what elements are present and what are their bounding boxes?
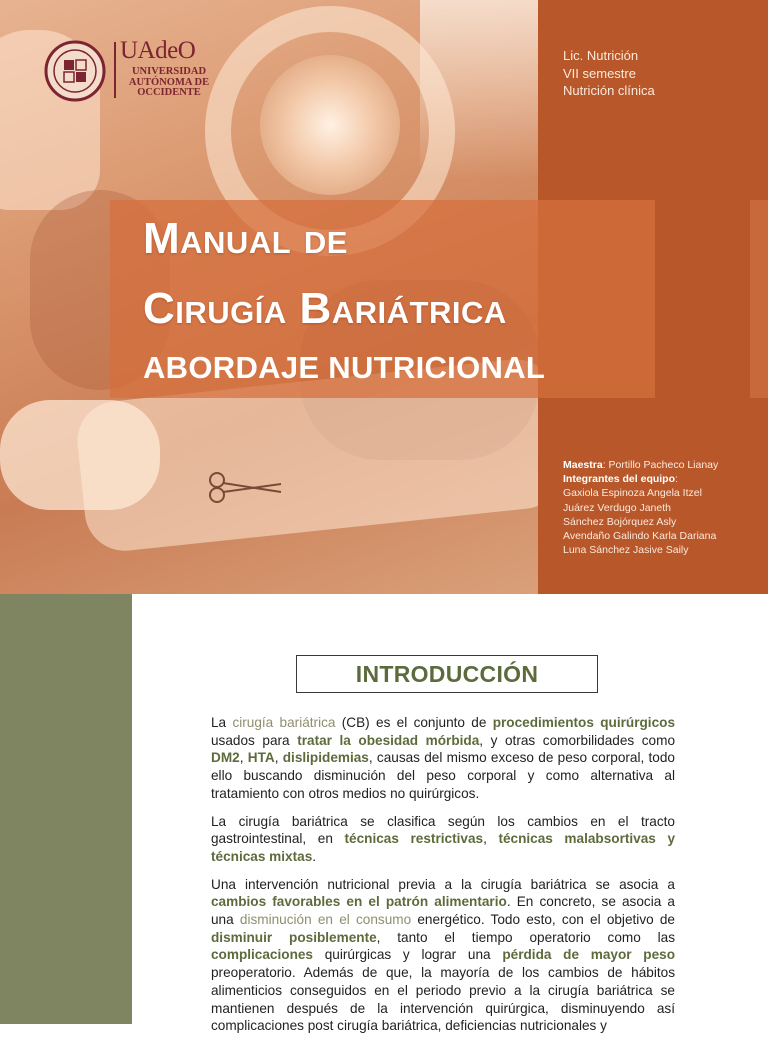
text: ,: [239, 750, 248, 766]
text: , causas del mismo exceso de peso corporal, todo ello buscando disminución del peso corporal y como alternativa al tratamiento con otros medios no quirúrgicos.: [211, 750, 675, 801]
document-title-line-1: [143, 214, 348, 264]
team-member: Gaxiola Espinoza Angela Itzel: [563, 487, 702, 500]
text: . En concreto, se asocia a una: [211, 894, 675, 928]
keyword: técnicas malabsortivas y técnicas mixtas: [211, 831, 676, 864]
university-seal-icon: [44, 40, 106, 102]
text: La: [211, 715, 233, 730]
paragraph: [211, 876, 675, 1035]
title-text: Manual de: [143, 214, 348, 263]
keyword: tratar la obesidad mórbida: [297, 732, 480, 748]
section-heading-box: [296, 655, 598, 693]
section-heading: INTRODUCCIÓN: [355, 660, 539, 687]
logo-line: OCCIDENTE: [137, 87, 201, 98]
team-row: [563, 472, 763, 486]
text: usados para: [211, 732, 298, 748]
subject-label: Nutrición clínica: [563, 83, 655, 98]
keyword: DM2: [211, 750, 240, 766]
program-info: [563, 47, 655, 100]
text: ,: [483, 831, 499, 847]
team-member: Avendaño Galindo Karla Dariana: [563, 530, 717, 543]
intro-content: [211, 714, 675, 1045]
teacher-name: : Portillo Pacheco Lianay: [602, 459, 719, 471]
semester-label: VII semestre: [563, 65, 636, 81]
text: preoperatorio. Además de que, la mayoría de los cambios de hábitos alimenticios conseguidos en el periodo previo a la cirugía bariátrica se mantienen después de la intervención quirúrgica, disminuyendo así complicaciones post cirugía bariátrica, deficiencias nutricionales y: [211, 965, 675, 1034]
team-member: Juárez Verdugo Janeth: [563, 501, 671, 514]
university-logo: [44, 37, 224, 102]
keyword: cambios favorables en el patrón alimentario: [211, 894, 507, 910]
logo-text: [124, 67, 214, 99]
team-label: Integrantes del equipo: [563, 473, 676, 486]
keyword: cirugía bariátrica: [232, 715, 336, 730]
document-title-line-2: [143, 284, 507, 334]
credits-block: [563, 458, 763, 557]
logo-abbreviation: UAdeO: [120, 37, 196, 64]
keyword: HTA: [247, 750, 275, 766]
paragraph: [211, 714, 675, 803]
side-band: [0, 594, 132, 1024]
keyword: disminución en el consumo: [239, 912, 412, 928]
scissors-icon: [205, 470, 285, 504]
text: La cirugía bariátrica se clasifica según los cambios en el tracto gastrointestinal, en: [211, 813, 675, 847]
team-members: [563, 486, 763, 557]
keyword: técnicas restrictivas: [344, 831, 484, 847]
keyword: procedimientos quirúrgicos: [492, 715, 675, 730]
logo-divider: [114, 42, 116, 98]
keyword: complicaciones: [211, 947, 313, 963]
text: (CB) es el conjunto de: [335, 715, 493, 730]
document-subtitle: ABORDAJE NUTRICIONAL: [143, 350, 546, 385]
degree-label: Lic. Nutrición: [563, 48, 639, 63]
keyword: dislipidemias: [282, 750, 369, 766]
teacher-label: Maestra: [563, 459, 603, 471]
teacher-row: [563, 458, 763, 472]
text: ,: [274, 750, 283, 766]
surgical-lamp-light: [260, 55, 400, 195]
keyword: disminuir posiblemente: [211, 929, 377, 945]
text: quirúrgicas y lograr una: [313, 947, 503, 963]
text: .: [312, 848, 317, 864]
keyword: pérdida de mayor peso: [502, 947, 676, 963]
text: energético. Todo esto, con el objetivo de: [411, 912, 675, 928]
team-colon: :: [675, 473, 678, 486]
team-member: Sánchez Bojórquez Asly: [563, 515, 677, 528]
text: , y otras comorbilidades como: [479, 732, 676, 748]
logo-line: UNIVERSIDAD: [131, 66, 207, 77]
paragraph: [211, 813, 675, 866]
logo-line: AUTÓNOMA DE: [128, 76, 210, 88]
edge-accent: [750, 200, 768, 398]
gloved-hand: [0, 400, 160, 510]
text: , tanto el tiempo operatorio como las: [376, 929, 675, 945]
text: Una intervención nutricional previa a la cirugía bariátrica se asocia a: [211, 876, 675, 892]
title-text: Cirugía Bariátrica: [143, 284, 507, 333]
team-member: Luna Sánchez Jasive Saily: [563, 544, 689, 557]
